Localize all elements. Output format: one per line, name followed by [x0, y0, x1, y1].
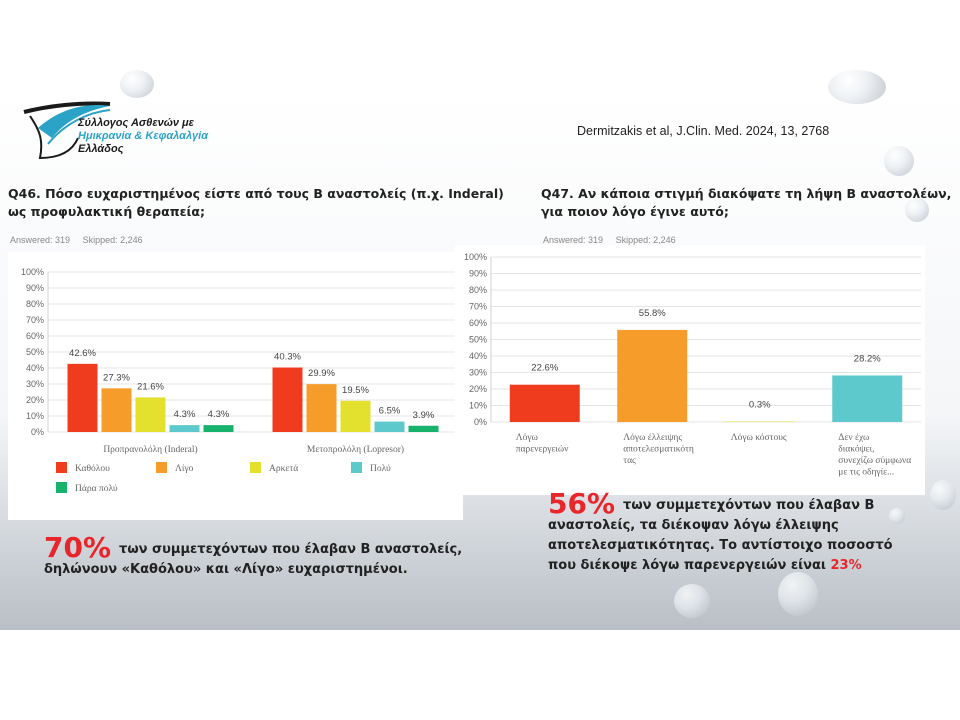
- y-tick-label: 90%: [25, 283, 44, 293]
- data-label: 4.3%: [207, 409, 230, 421]
- left-question: [8, 185, 504, 221]
- left-skipped: Skipped: 2,246: [82, 235, 143, 245]
- y-tick-label: 50%: [25, 347, 44, 357]
- y-tick-label: 10%: [25, 411, 44, 421]
- legend-swatch: [56, 482, 67, 493]
- data-label: 27.3%: [103, 372, 130, 384]
- right-skipped: Skipped: 2,246: [615, 235, 676, 245]
- legend-label: Λίγο: [175, 464, 194, 474]
- right-question: [541, 185, 951, 221]
- bar: [307, 384, 337, 432]
- y-tick-label: 60%: [25, 331, 44, 341]
- legend-label: Πάρα πολύ: [75, 484, 118, 494]
- category-label: [838, 433, 911, 478]
- bar: [510, 385, 580, 422]
- data-label: 29.9%: [308, 368, 335, 380]
- category-label-line: παρενεργειών: [515, 444, 569, 455]
- right-summary: [548, 487, 893, 576]
- y-tick-label: 10%: [468, 400, 487, 411]
- water-drop-decoration: [778, 572, 818, 616]
- right-chart-panel: [455, 245, 925, 495]
- legend-swatch: [250, 462, 261, 473]
- bar: [170, 425, 200, 432]
- left-question-line-2: ως προφυλακτική θεραπεία;: [8, 204, 206, 219]
- right-response-counts: [543, 235, 686, 245]
- bar: [832, 375, 902, 422]
- bar: [341, 401, 371, 432]
- right-summary-line-4: που διέκοψε λόγω παρενεργειών είναι: [548, 558, 831, 573]
- data-label: 28.2%: [853, 353, 881, 365]
- left-question-line-1: Q46. Πόσο ευχαριστημένος είστε από τους Β αναστολείς (π.χ. Inderal): [8, 186, 504, 201]
- data-label: 55.8%: [638, 307, 666, 319]
- bar: [136, 397, 166, 432]
- y-tick-label: 80%: [468, 285, 487, 295]
- bar: [204, 425, 234, 432]
- left-chart: [8, 252, 463, 520]
- category-label-line: διακόψει,: [838, 444, 875, 455]
- right-summary-highlight: 23%: [830, 558, 862, 573]
- water-drop-decoration: [120, 70, 154, 98]
- data-label: 42.6%: [69, 347, 96, 359]
- right-answered: Answered: 319: [543, 235, 604, 245]
- bar: [375, 422, 405, 432]
- y-tick-label: 40%: [468, 351, 487, 361]
- water-drop-decoration: [674, 584, 710, 618]
- category-label: [731, 433, 787, 443]
- data-label: 21.6%: [137, 381, 164, 393]
- bar: [102, 388, 132, 432]
- y-tick-label: 100%: [20, 267, 44, 277]
- category-label-line: συνεχίζω σύμφωνα: [838, 456, 912, 466]
- y-tick-label: 50%: [468, 334, 487, 345]
- logo-line-3: Ελλάδος: [78, 143, 124, 155]
- data-label: 3.9%: [412, 409, 435, 421]
- y-tick-label: 70%: [25, 315, 44, 325]
- left-chart-panel: [8, 252, 463, 520]
- category-label-line: τας: [623, 456, 636, 466]
- bar: [68, 364, 98, 432]
- y-tick-label: 40%: [25, 363, 44, 373]
- legend-swatch: [156, 462, 167, 473]
- bar: [273, 368, 303, 432]
- bar: [409, 426, 439, 432]
- data-label: 4.3%: [173, 409, 196, 421]
- category-label-line: Λόγω: [515, 433, 538, 443]
- y-tick-label: 0%: [473, 417, 487, 427]
- category-label-line: με τις οδηγίε...: [838, 467, 895, 478]
- water-drop-decoration: [930, 480, 956, 510]
- data-label: 6.5%: [378, 405, 401, 417]
- data-label: 40.3%: [274, 351, 301, 363]
- y-tick-label: 60%: [468, 318, 487, 328]
- data-label: 0.3%: [748, 399, 771, 411]
- y-tick-label: 30%: [468, 367, 487, 378]
- data-label: 22.6%: [531, 362, 559, 374]
- left-summary: [44, 531, 463, 580]
- left-summary-line-1: των συμμετεχόντων που έλαβαν Β αναστολείς,: [119, 542, 463, 557]
- y-tick-label: 20%: [25, 395, 44, 405]
- logo-line-2: Ημικρανία & Κεφαλαλγία: [78, 130, 209, 142]
- water-drop-decoration: [884, 146, 914, 176]
- right-question-line-2: για ποιον λόγο έγινε αυτό;: [541, 204, 729, 219]
- left-response-counts: [10, 235, 153, 245]
- y-tick-label: 70%: [468, 301, 487, 312]
- water-drop-decoration: [828, 70, 886, 104]
- y-tick-label: 90%: [468, 268, 487, 279]
- category-label: Μετοπρολόλη (Lopresor): [306, 445, 405, 455]
- y-tick-label: 30%: [25, 379, 44, 389]
- legend-label: Καθόλου: [75, 464, 110, 474]
- bar: [617, 330, 687, 422]
- category-label-line: Δεν έχω: [838, 433, 870, 443]
- data-label: 19.5%: [342, 384, 369, 396]
- right-summary-percent: 56%: [548, 487, 616, 520]
- legend-label: Πολύ: [370, 464, 391, 474]
- right-summary-line-3: αποτελεσματικότητας. Το αντίστοιχο ποσοστό: [548, 538, 893, 553]
- legend-swatch: [56, 462, 67, 473]
- y-tick-label: 80%: [25, 299, 44, 309]
- right-question-line-1: Q47. Αν κάποια στιγμή διακόψατε τη λήψη Β αναστολέων,: [541, 186, 952, 201]
- citation: Dermitzakis et al, J.Clin. Med. 2024, 13, 2768: [577, 124, 830, 138]
- y-tick-label: 20%: [468, 384, 487, 394]
- category-label: Προπρανολόλη (Inderal): [103, 445, 198, 455]
- right-summary-line-2: αναστολείς, τα διέκοψαν λόγω έλλειψης: [548, 518, 839, 533]
- left-summary-percent: 70%: [44, 531, 112, 564]
- y-tick-label: 0%: [30, 427, 44, 437]
- category-label: [623, 433, 694, 466]
- logo-text: [78, 117, 208, 156]
- left-answered: Answered: 319: [10, 235, 71, 245]
- category-label-line: Λόγω κόστους: [730, 433, 787, 443]
- y-tick-label: 100%: [463, 252, 487, 262]
- category-label: [516, 433, 569, 455]
- right-chart: [455, 245, 925, 495]
- logo-line-1: Σύλλογος Ασθενών με: [78, 117, 194, 129]
- left-summary-line-2: δηλώνουν «Καθόλου» και «Λίγο» ευχαριστημένοι.: [44, 562, 408, 577]
- legend-swatch: [351, 462, 362, 473]
- legend-label: Αρκετά: [269, 464, 299, 474]
- category-label-line: αποτελεσματικότη: [623, 444, 694, 455]
- right-summary-line-1: των συμμετεχόντων που έλαβαν Β: [623, 498, 875, 513]
- category-label-line: Λόγω έλλειψης: [623, 433, 683, 443]
